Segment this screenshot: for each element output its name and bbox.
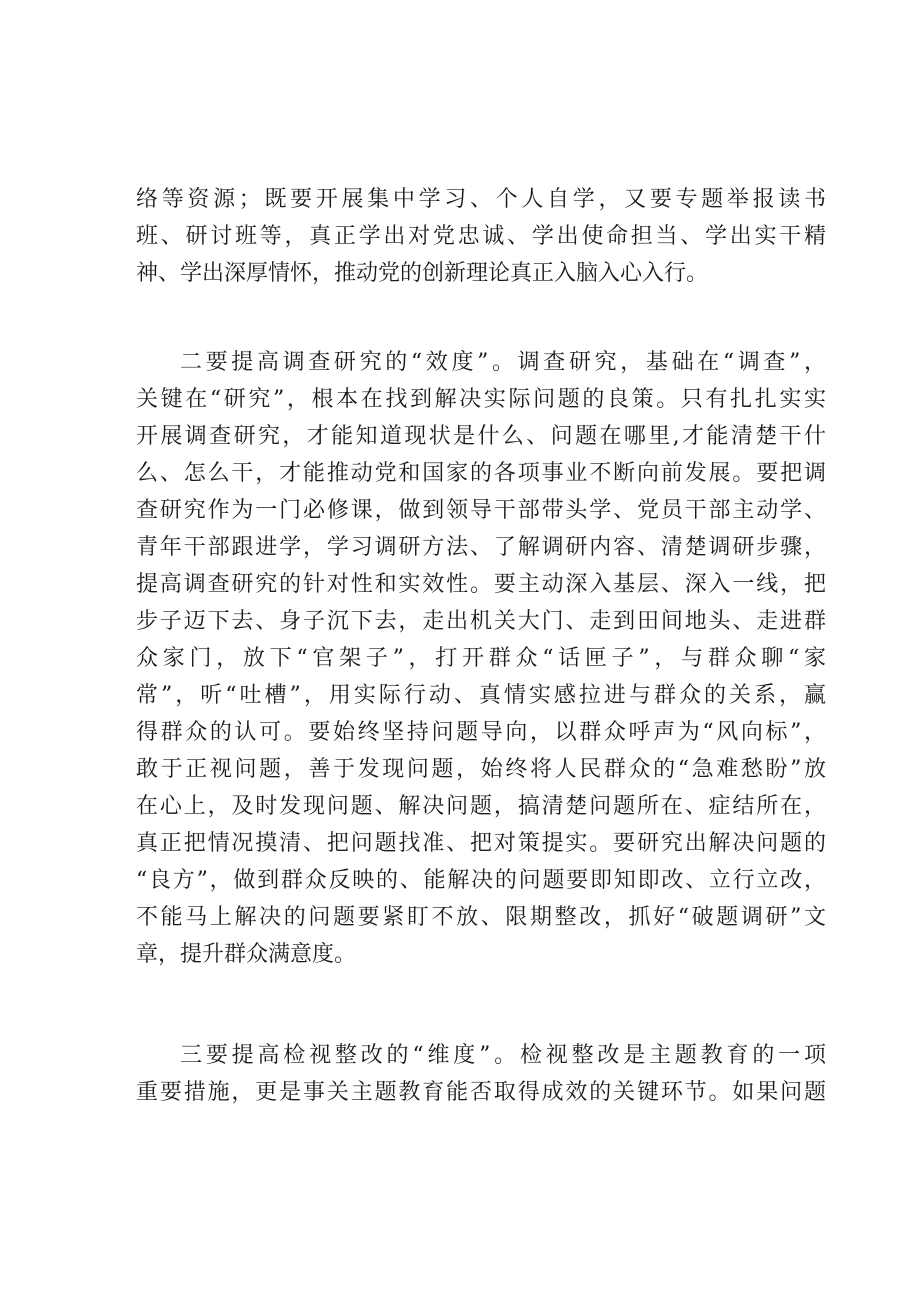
text-line: 开展调查研究，才能知道现状是什么、问题在哪里,才能清楚干什 (136, 424, 826, 449)
text-line: 查研究作为一门必修课，做到领导干部带头学、党员干部主动学、 (136, 498, 826, 523)
text-line: 真正把情况摸清、把问题找准、把对策提实。要研究出解决问题的 (136, 831, 826, 856)
text-line: 班、研讨班等，真正学出对党忠诚、学出使命担当、学出实干精 (136, 224, 826, 249)
text-line: 重要措施，更是事关主题教育能否取得成效的关键环节。如果问题 (136, 1080, 826, 1105)
text-line: 神、学出深厚情怀，推动党的创新理论真正入脑入心入行。 (136, 261, 709, 286)
paragraph-1 (136, 181, 826, 292)
text-line: 敢于正视问题，善于发现问题，始终将人民群众的“急难愁盼”放 (136, 757, 826, 782)
text-line: 常”，听“吐槽”，用实际行动、真情实感拉进与群众的关系，赢 (136, 683, 826, 708)
text-line: 步子迈下去、身子沉下去，走出机关大门、走到田间地头、走进群 (136, 609, 826, 634)
text-line: 不能马上解决的问题要紧盯不放、限期整改，抓好“破题调研”文 (136, 905, 826, 930)
text-line: 得群众的认可。要始终坚持问题导向，以群众呼声为“风向标”， (136, 720, 826, 745)
text-line: 在心上，及时发现问题、解决问题，搞清楚问题所在、症结所在， (136, 794, 826, 819)
paragraph-2 (136, 344, 826, 973)
paragraph-3 (136, 1037, 826, 1111)
text-line: 二要提高调查研究的“效度”。调查研究，基础在“调查”， (180, 350, 826, 375)
text-line: 章，提升群众满意度。 (136, 942, 357, 967)
text-line: “良方”，做到群众反映的、能解决的问题要即知即改、立行立改， (136, 868, 826, 893)
text-line: 青年干部跟进学，学习调研方法、了解调研内容、清楚调研步骤， (136, 535, 826, 560)
text-line: 提高调查研究的针对性和实效性。要主动深入基层、深入一线，把 (136, 572, 826, 597)
text-line: 关键在“研究”，根本在找到解决实际问题的良策。只有扎扎实实 (136, 387, 826, 412)
text-line: 众家门，放下“官架子”，打开群众“话匣子”，与群众聊“家 (136, 646, 826, 671)
text-line: 么、怎么干，才能推动党和国家的各项事业不断向前发展。要把调 (136, 461, 826, 486)
text-line: 三要提高检视整改的“维度”。检视整改是主题教育的一项 (180, 1043, 826, 1068)
text-line: 络等资源；既要开展集中学习、个人自学，又要专题举报读书 (136, 187, 826, 212)
